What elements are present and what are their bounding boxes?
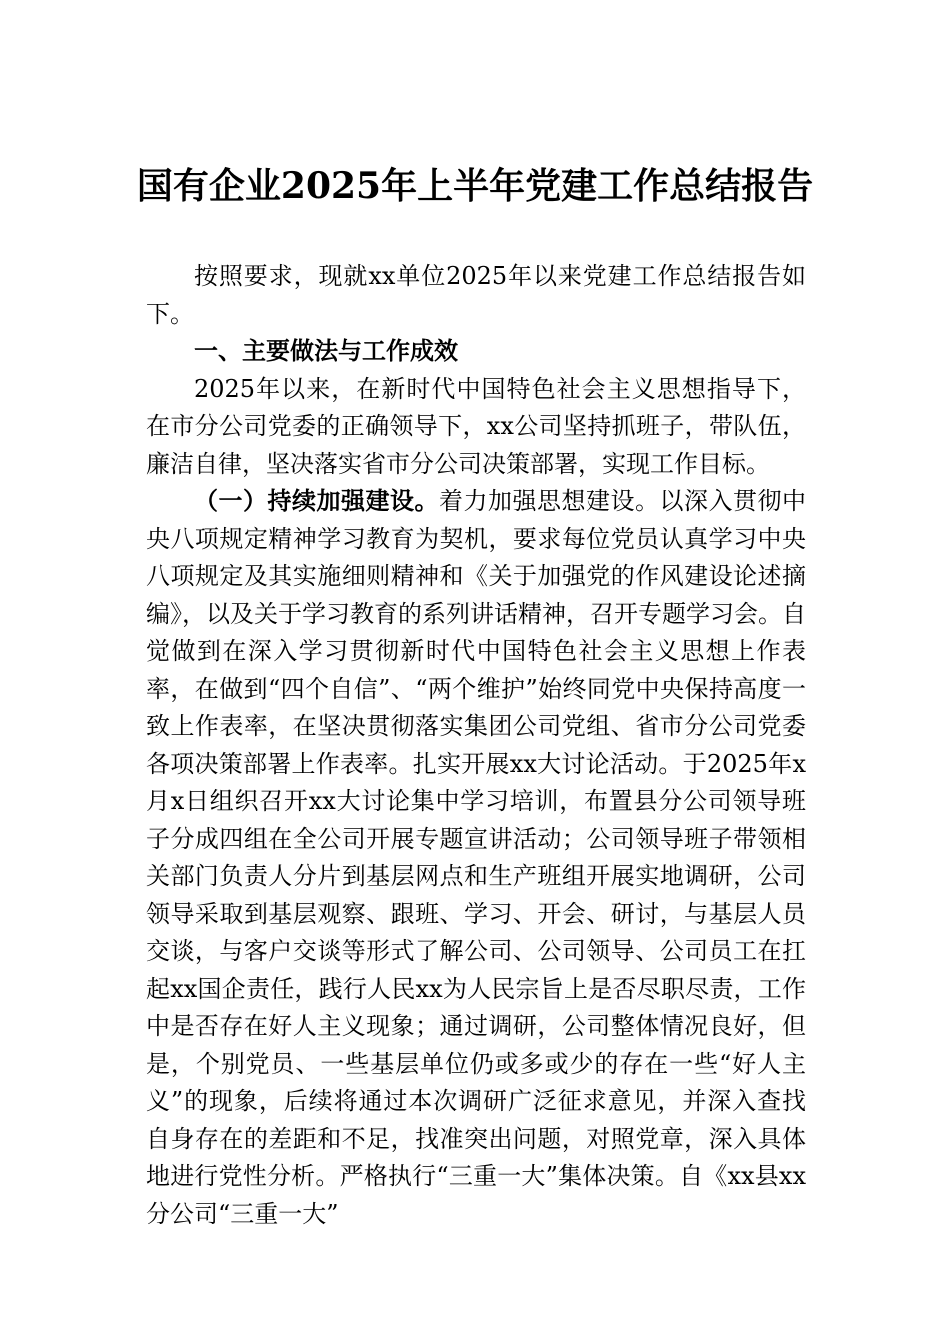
section-heading: 一、主要做法与工作成效: [194, 337, 458, 365]
section-paragraph: 2025年以来，在新时代中国特色社会主义思想指导下，在市分公司党委的正确领导下，xx公司坚持抓班子，带队伍，廉洁自律，坚决落实省市分公司决策部署，实现工作目标。: [146, 374, 806, 478]
subsection-text: 着力加强思想建设。以深入贯彻中央八项规定精神学习教育为契机，要求每位党员认真学习中央八项规定及其实施细则精神和《关于加强党的作风建设论述摘编》，以及关于学习教育的系列讲话精神，召开专题学习会。自觉做到在深入学习贯彻新时代中国特色社会主义思想上作表率，在做到“四个自信”、“两个维护”始终同党中央保持高度一致上作表率，在坚决贯彻落实集团公司党组、省市分公司党委各项决策部署上作表率。扎实开展xx大讨论活动。于2025年x月x日组织召开xx大讨论集中学习培训，布置县分公司领导班子分成四组在全公司开展专题宣讲活动；公司领导班子带领相关部门负责人分片到基层网点和生产班组开展实地调研，公司领导采取到基层观察、跟班、学习、开会、研讨，与基层人员交谈，与客户交谈等形式了解公司、公司领导、公司员工在扛起xx国企责任，践行人民xx为人民宗旨上是否尽职尽责，工作中是否存在好人主义现象；通过调研，公司整体情况良好，但是，个别党员、一些基层单位仍或多或少的存在一些“好人主义”的现象，后续将通过本次调研广泛征求意见，并深入查找自身存在的差距和不足，找准突出问题，对照党章，深入具体地进行党性分析。严格执行“三重一大”集体决策。自《xx县xx分公司“三重一大”: [146, 487, 806, 1228]
subsection-lead: （一）持续加强建设。: [194, 487, 439, 515]
document-body: [146, 258, 806, 1233]
document-title: 国有企业2025年上半年党建工作总结报告: [136, 165, 814, 207]
intro-paragraph: 按照要求，现就xx单位2025年以来党建工作总结报告如下。: [146, 262, 806, 328]
subsection-paragraph: [146, 483, 806, 1233]
